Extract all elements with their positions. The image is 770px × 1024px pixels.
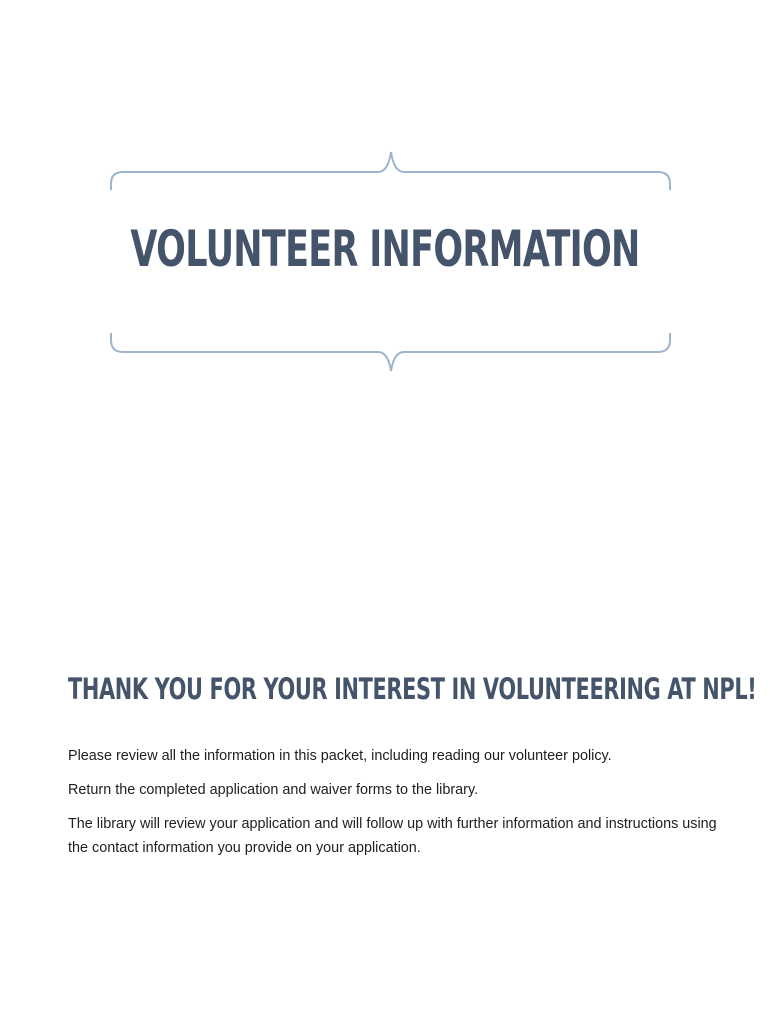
- instruction-paragraph: Please review all the information in this packet, including reading our volunteer policy.: [68, 748, 612, 764]
- thank-you-heading: THANK YOU FOR YOUR INTEREST IN VOLUNTEERING AT NPL!: [68, 672, 757, 706]
- page-title: VOLUNTEER INFORMATION: [130, 220, 640, 278]
- bottom-curly-brace: [111, 333, 670, 371]
- instructions-body: [68, 744, 718, 870]
- instruction-paragraph: The library will review your application and will follow up with further information and instructions using the contact information you provide on your application.: [68, 816, 717, 856]
- top-curly-brace: [111, 152, 670, 190]
- instruction-paragraph: Return the completed application and waiver forms to the library.: [68, 782, 479, 798]
